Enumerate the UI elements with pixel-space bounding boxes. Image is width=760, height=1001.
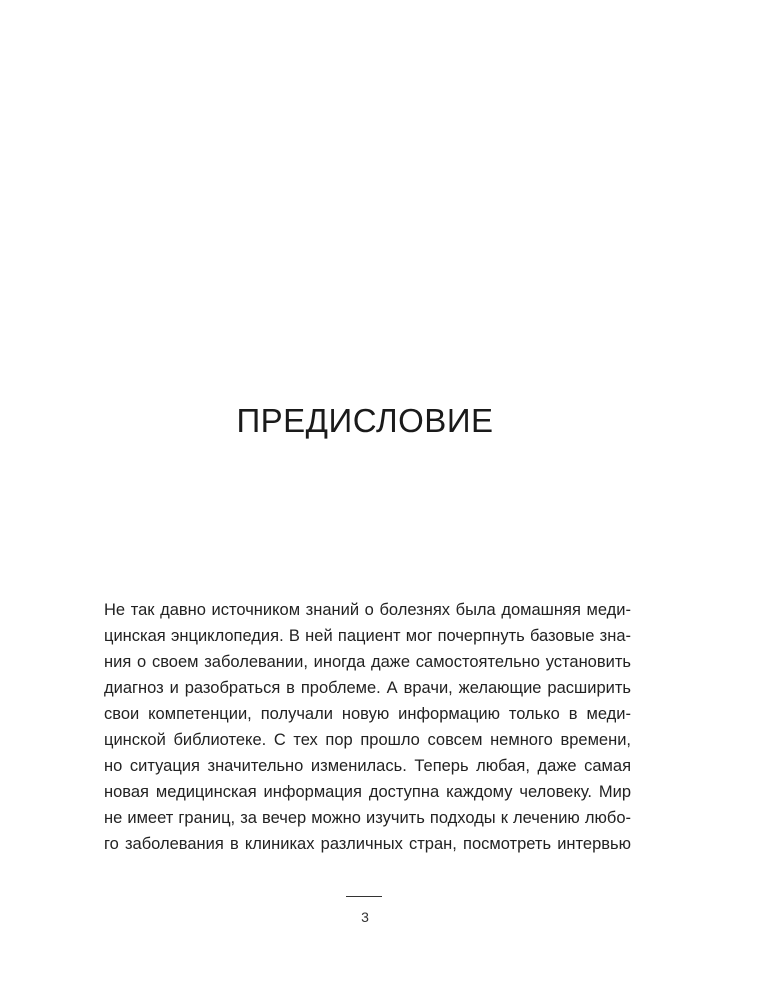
footer-divider — [346, 896, 382, 897]
paragraph-line: новая медицинская информация доступна каждому человеку. Мир — [104, 783, 631, 801]
paragraph-line: цинской библиотеке. С тех пор прошло совсем немного времени, — [104, 731, 631, 749]
paragraph-line: го заболевания в клиниках различных стран, посмотреть интервью — [104, 835, 631, 853]
body-paragraph — [104, 597, 631, 857]
paragraph-line: Не так давно источником знаний о болезнях была домашняя меди- — [104, 601, 631, 619]
paragraph-line: свои компетенции, получали новую информацию только в меди- — [104, 705, 631, 723]
paragraph-line: цинская энциклопедия. В ней пациент мог почерпнуть базовые зна- — [104, 627, 631, 645]
paragraph-line: ния о своем заболевании, иногда даже самостоятельно установить — [104, 653, 631, 671]
paragraph-line: но ситуация значительно изменилась. Теперь любая, даже самая — [104, 757, 631, 775]
paragraph-line: диагноз и разобраться в проблеме. А врачи, желающие расширить — [104, 679, 631, 697]
chapter-title: ПРЕДИСЛОВИЕ — [236, 402, 494, 439]
page-number: 3 — [361, 909, 369, 925]
paragraph-line: не имеет границ, за вечер можно изучить подходы к лечению любо- — [104, 809, 631, 827]
